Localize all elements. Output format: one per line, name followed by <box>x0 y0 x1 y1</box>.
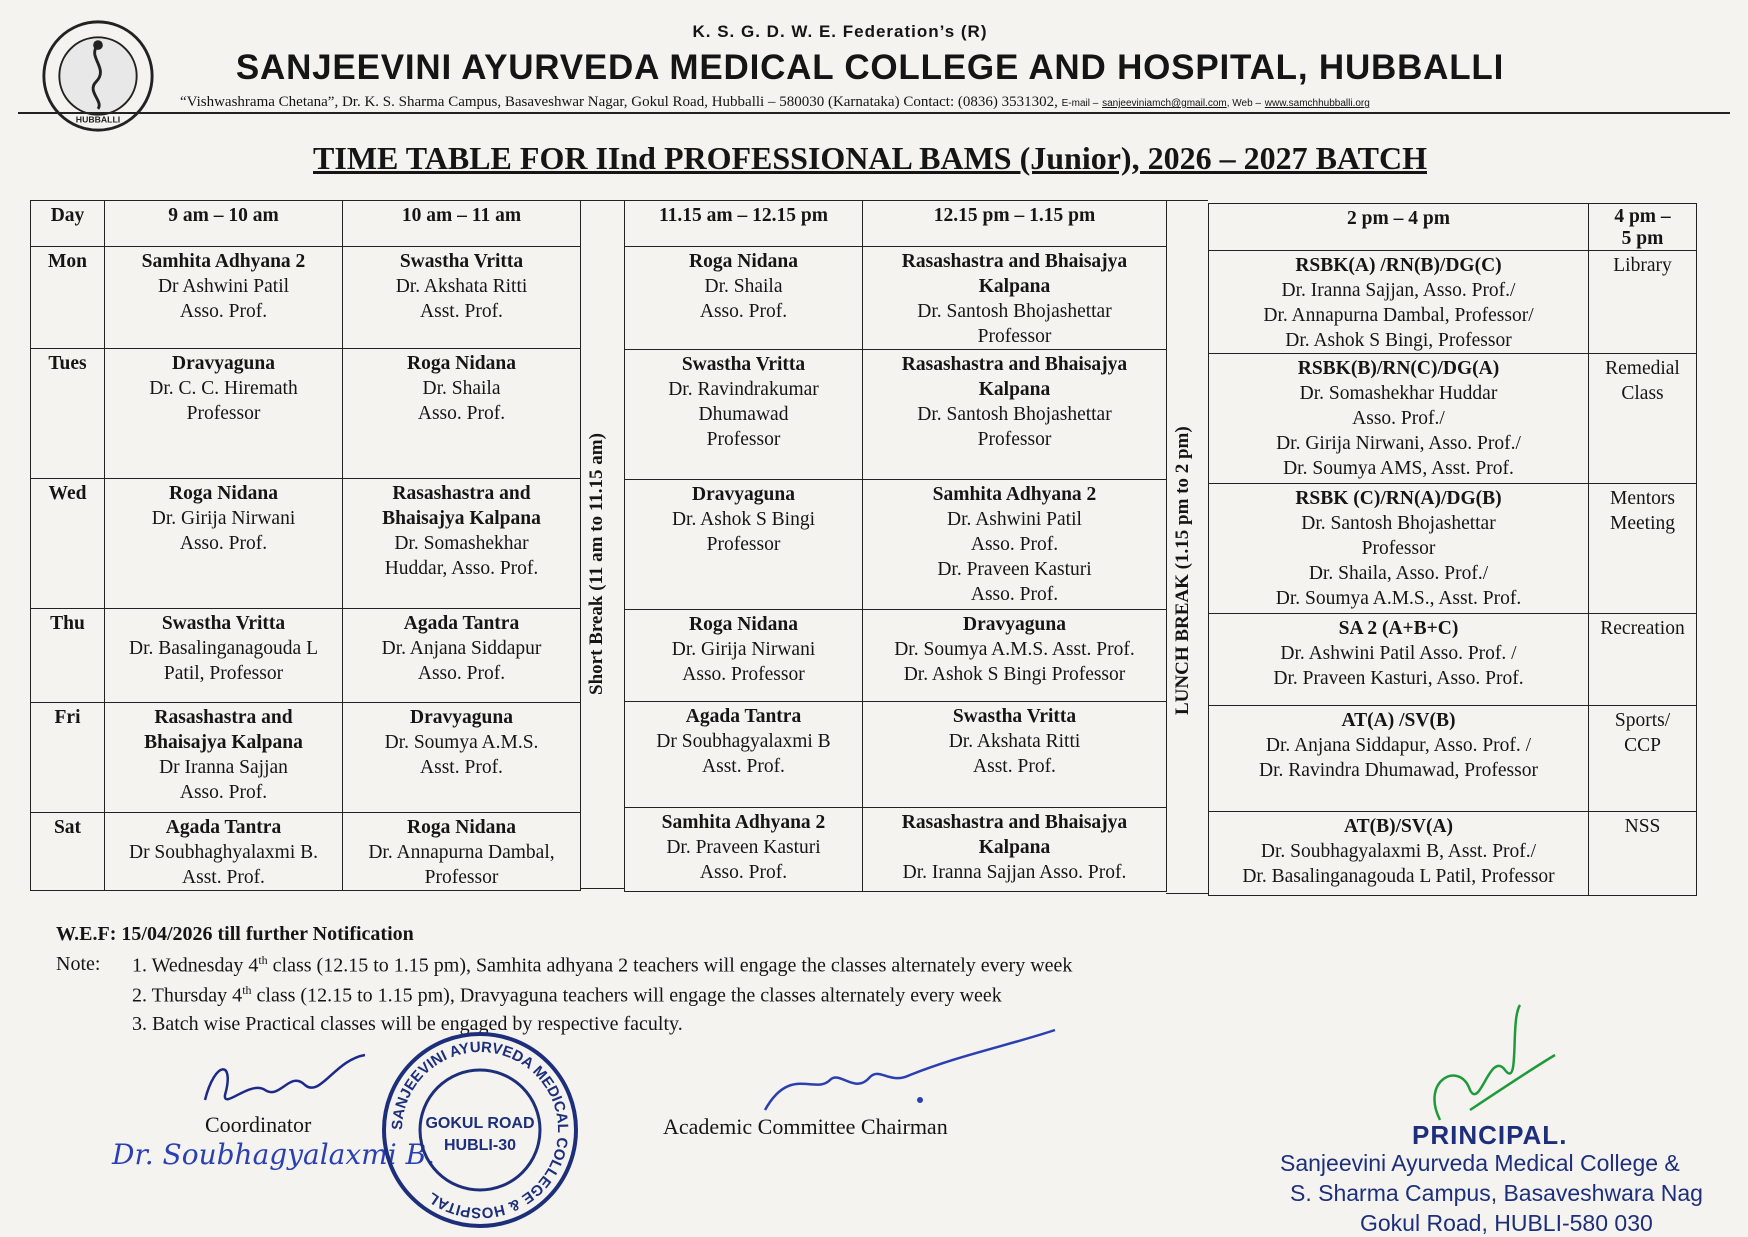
cell-wed-1115am-line: Dravyaguna <box>692 484 795 505</box>
timetable-midday-block <box>624 200 1167 892</box>
cell-mon-1115am-line: Asso. Prof. <box>699 301 788 322</box>
cell-sat-1215pm <box>863 808 1167 892</box>
cell-mon-1215pm-line: Kalpana <box>978 276 1051 297</box>
cell-sat-1215pm-line: Dr. Iranna Sajjan Asso. Prof. <box>902 862 1127 883</box>
cell-sat-9am-line: Agada Tantra <box>165 817 282 838</box>
cell-fri-1115am-line: Dr Soubhagyalaxmi B <box>656 731 831 752</box>
note-2 <box>132 983 1002 1008</box>
principal-stamp-line1: Sanjeevini Ayurveda Medical College & <box>1280 1150 1680 1176</box>
cell-sat-1215pm-line: Kalpana <box>978 837 1051 858</box>
cell-wed-1215pm-line: Dr. Praveen Kasturi <box>937 559 1092 580</box>
cell-wed-9am-line: Asso. Prof. <box>179 533 268 554</box>
logo-text: HUBBALLI <box>75 114 121 125</box>
cell-fri-10am <box>343 703 581 813</box>
cell-thu-10am-line: Dr. Anjana Siddapur <box>381 638 542 659</box>
seal-ring-text: SANJEEVINI AYURVEDA MEDICAL COLLEGE & HOSPITAL <box>388 1038 572 1222</box>
table-row <box>1209 706 1697 812</box>
cell-wed-1215pm-line: Asso. Prof. <box>970 534 1059 555</box>
cell-thu-1215pm-line: Dr. Soumya A.M.S. Asst. Prof. <box>894 639 1135 660</box>
cell-sat-4pm-line: NSS <box>1624 816 1661 837</box>
cell-thu-1115am-line: Asso. Professor <box>682 664 805 685</box>
cell-tues-10am <box>343 349 581 479</box>
address-text: “Vishwashrama Chetana”, Dr. K. S. Sharma Campus, Basaveshwar Nagar, Gokul Road, Hubballi – 580030 (Karnataka) Contact: (0836) 3531302, <box>180 94 1058 110</box>
day-cell-thu: Thu <box>31 609 105 703</box>
cell-fri-1215pm-line: Dr. Akshata Ritti <box>948 731 1081 752</box>
federation-name: K. S. G. D. W. E. Federation’s (R) <box>692 22 988 41</box>
col-header-1215pm: 12.15 pm – 1.15 pm <box>863 201 1167 247</box>
day-cell-wed: Wed <box>31 479 105 609</box>
cell-sat-9am <box>105 813 343 891</box>
coordinator-title: Coordinator <box>205 1112 312 1137</box>
cell-mon-9am-line: Dr Ashwini Patil <box>157 276 290 297</box>
cell-sat-4pm <box>1589 812 1697 896</box>
cell-tues-1215pm <box>863 350 1167 480</box>
col-header-10am: 10 am – 11 am <box>343 201 581 247</box>
cell-mon-9am <box>105 247 343 349</box>
cell-fri-9am-line: Rasashastra and <box>154 707 293 728</box>
cell-wed-2pm-line: Professor <box>1361 538 1436 559</box>
cell-fri-10am-line: Dravyaguna <box>410 707 513 728</box>
cell-wed-10am-line: Huddar, Asso. Prof. <box>384 558 539 579</box>
cell-tues-1115am <box>625 350 863 480</box>
seal-center-line1: GOKUL ROAD <box>425 1115 535 1132</box>
cell-mon-2pm-line: Dr. Iranna Sajjan, Asso. Prof./ <box>1281 280 1516 301</box>
table-row <box>625 610 1167 702</box>
cell-mon-1215pm-line: Rasashastra and Bhaisajya <box>901 251 1128 272</box>
cell-fri-10am-line: Dr. Soumya A.M.S. <box>384 732 539 753</box>
college-logo <box>40 18 156 134</box>
cell-wed-10am <box>343 479 581 609</box>
cell-sat-10am-line: Roga Nidana <box>407 817 516 838</box>
cell-mon-1215pm-line: Professor <box>977 326 1052 347</box>
cell-sat-2pm-line: AT(B)/SV(A) <box>1343 816 1454 837</box>
principal-stamp-line2: S. Sharma Campus, Basaveshwara Nag <box>1290 1180 1703 1206</box>
cell-tues-2pm-line: Dr. Soumya AMS, Asst. Prof. <box>1283 458 1514 479</box>
cell-wed-10am-line: Bhaisajya Kalpana <box>382 508 541 529</box>
cell-tues-2pm-line: Asso. Prof./ <box>1352 408 1445 429</box>
cell-fri-1215pm <box>863 702 1167 808</box>
cell-mon-2pm-line: Dr. Ashok S Bingi, Professor <box>1285 330 1512 351</box>
cell-tues-9am <box>105 349 343 479</box>
cell-sat-2pm <box>1209 812 1589 896</box>
cell-mon-4pm-line: Library <box>1613 255 1672 276</box>
cell-wed-1215pm-line: Samhita Adhyana 2 <box>932 484 1097 505</box>
table-row <box>625 702 1167 808</box>
principal-title: PRINCIPAL. <box>1412 1120 1568 1150</box>
cell-thu-1215pm <box>863 610 1167 702</box>
web-label: , Web – <box>1226 98 1262 109</box>
cell-sat-1115am-line: Samhita Adhyana 2 <box>661 812 826 833</box>
chairman-title: Academic Committee Chairman <box>663 1114 948 1139</box>
cell-tues-2pm-line: Dr. Somashekhar Huddar <box>1299 383 1498 404</box>
cell-mon-1115am-line: Roga Nidana <box>689 251 798 272</box>
cell-tues-9am-line: Professor <box>186 403 261 424</box>
cell-sat-10am-line: Professor <box>424 867 499 888</box>
col-header-4pm <box>1589 204 1697 251</box>
coordinator-signature <box>195 1040 375 1120</box>
lunch-break-label: LUNCH BREAK (1.15 pm to 2 pm) <box>1172 426 1193 715</box>
cell-thu-1115am-line: Roga Nidana <box>689 614 798 635</box>
cell-wed-1215pm-line: Asso. Prof. <box>970 584 1059 605</box>
cell-sat-9am-line: Asst. Prof. <box>182 867 265 888</box>
cell-mon-1115am-line: Dr. Shaila <box>704 276 783 297</box>
cell-thu-10am-line: Asso. Prof. <box>417 663 506 684</box>
cell-thu-1215pm-line: Dravyaguna <box>963 614 1066 635</box>
table-row <box>1209 251 1697 354</box>
cell-tues-1215pm-line: Dr. Santosh Bhojashettar <box>917 404 1112 425</box>
col-header-2pm: 2 pm – 4 pm <box>1209 204 1589 251</box>
cell-wed-1115am-line: Professor <box>706 534 781 555</box>
col-header-1115am: 11.15 am – 12.15 pm <box>625 201 863 247</box>
cell-tues-1215pm-line: Professor <box>977 429 1052 450</box>
cell-mon-10am-line: Dr. Akshata Ritti <box>395 276 528 297</box>
cell-thu-2pm-line: Dr. Praveen Kasturi, Asso. Prof. <box>1273 668 1524 689</box>
note-1-post: class (12.15 to 1.15 pm), Samhita adhyana 2 teachers will engage the classes alternately every week <box>267 954 1073 977</box>
cell-mon-9am-line: Asso. Prof. <box>179 301 268 322</box>
principal-stamp-line3: Gokul Road, HUBLI-580 030 <box>1360 1210 1653 1236</box>
cell-tues-9am-line: Dr. C. C. Hiremath <box>149 378 298 399</box>
cell-sat-1115am-line: Asso. Prof. <box>699 862 788 883</box>
cell-thu-1115am <box>625 610 863 702</box>
cell-thu-1215pm-line: Dr. Ashok S Bingi Professor <box>903 664 1126 685</box>
table-row <box>1209 484 1697 614</box>
timetable-morning-block <box>30 200 581 891</box>
cell-tues-10am-line: Asso. Prof. <box>417 403 506 424</box>
cell-tues-2pm-line: Dr. Girija Nirwani, Asso. Prof./ <box>1276 433 1521 454</box>
cell-sat-1215pm-line: Rasashastra and Bhaisajya <box>901 812 1128 833</box>
cell-mon-4pm <box>1589 251 1697 354</box>
cell-mon-1215pm <box>863 247 1167 350</box>
note-2-sup: th <box>242 983 252 997</box>
cell-tues-1115am-line: Dhumawad <box>698 404 789 425</box>
cell-fri-4pm <box>1589 706 1697 812</box>
college-seal <box>380 1030 580 1230</box>
cell-tues-1115am-line: Dr. Ravindrakumar <box>668 379 819 400</box>
cell-mon-9am-line: Samhita Adhyana 2 <box>141 251 306 272</box>
cell-fri-10am-line: Asst. Prof. <box>420 757 503 778</box>
cell-mon-10am-line: Asst. Prof. <box>420 301 503 322</box>
day-cell-tues: Tues <box>31 349 105 479</box>
table-row <box>31 349 581 479</box>
cell-tues-2pm-line: RSBK(B)/RN(C)/DG(A) <box>1297 358 1500 379</box>
table-row <box>1209 354 1697 484</box>
note-1-pre: 1. Wednesday 4 <box>132 954 259 977</box>
table-row <box>625 808 1167 892</box>
cell-thu-10am-line: Agada Tantra <box>403 613 520 634</box>
cell-wed-9am-line: Dr. Girija Nirwani <box>151 508 296 529</box>
cell-fri-9am <box>105 703 343 813</box>
col-header-4pm-line2: 5 pm <box>1621 228 1664 249</box>
cell-wed-4pm-line: Mentors <box>1610 488 1675 509</box>
cell-mon-2pm-line: Dr. Annapurna Dambal, Professor/ <box>1263 305 1534 326</box>
cell-thu-9am-line: Swastha Vritta <box>161 613 286 634</box>
cell-sat-1115am <box>625 808 863 892</box>
cell-mon-10am-line: Swastha Vritta <box>399 251 524 272</box>
table-row <box>1209 614 1697 706</box>
cell-wed-10am-line: Rasashastra and <box>392 483 531 504</box>
cell-fri-1115am <box>625 702 863 808</box>
table-row <box>31 609 581 703</box>
cell-sat-1115am-line: Dr. Praveen Kasturi <box>666 837 821 858</box>
cell-wed-4pm-line: Meeting <box>1610 513 1675 534</box>
cell-fri-2pm <box>1209 706 1589 812</box>
cell-fri-9am-line: Bhaisajya Kalpana <box>144 732 303 753</box>
day-cell-sat: Sat <box>31 813 105 891</box>
cell-thu-9am-line: Dr. Basalinganagouda L <box>129 638 318 659</box>
col-header-day: Day <box>31 201 105 247</box>
table-row <box>31 479 581 609</box>
cell-fri-1115am-line: Agada Tantra <box>685 706 802 727</box>
cell-thu-9am-line: Patil, Professor <box>163 663 284 684</box>
cell-thu-2pm-line: Dr. Ashwini Patil Asso. Prof. / <box>1280 643 1517 664</box>
cell-sat-9am-line: Dr Soubhaghyalaxmi B. <box>128 842 319 863</box>
cell-wed-2pm-line: Dr. Santosh Bhojashettar <box>1301 513 1496 534</box>
note-label: Note: <box>56 953 101 975</box>
email-link[interactable]: sanjeeviniamch@gmail.com <box>1102 98 1227 109</box>
cell-tues-1115am-line: Professor <box>706 429 781 450</box>
cell-fri-4pm-line: Sports/ <box>1614 710 1671 731</box>
col-header-9am: 9 am – 10 am <box>105 201 343 247</box>
cell-wed-1215pm <box>863 480 1167 610</box>
cell-fri-1215pm-line: Asst. Prof. <box>973 756 1056 777</box>
coordinator-name: Dr. Soubhagyalaxmi B. <box>112 1138 436 1171</box>
cell-fri-2pm-line: AT(A) /SV(B) <box>1341 710 1456 731</box>
cell-thu-4pm <box>1589 614 1697 706</box>
timetable-title: TIME TABLE FOR IInd PROFESSIONAL BAMS (Junior), 2026 – 2027 BATCH <box>313 140 1427 176</box>
cell-sat-2pm-line: Dr. Basalinganagouda L Patil, Professor <box>1242 866 1555 887</box>
email-label: E-mail – <box>1061 98 1099 109</box>
cell-tues-9am-line: Dravyaguna <box>172 353 275 374</box>
cell-tues-4pm <box>1589 354 1697 484</box>
cell-mon-1115am <box>625 247 863 350</box>
note-1 <box>132 953 1072 978</box>
cell-thu-9am <box>105 609 343 703</box>
col-header-4pm-line1: 4 pm – <box>1614 206 1671 227</box>
table-row <box>625 480 1167 610</box>
cell-thu-1115am-line: Dr. Girija Nirwani <box>671 639 816 660</box>
cell-fri-2pm-line: Dr. Ravindra Dhumawad, Professor <box>1259 760 1538 781</box>
cell-wed-2pm <box>1209 484 1589 614</box>
cell-mon-2pm <box>1209 251 1589 354</box>
cell-fri-9am-line: Asso. Prof. <box>179 782 268 803</box>
table-row <box>1209 812 1697 896</box>
seal-center-line2: HUBLI-30 <box>443 1137 517 1154</box>
cell-thu-2pm <box>1209 614 1589 706</box>
cell-wed-2pm-line: Dr. Soumya A.M.S., Asst. Prof. <box>1275 588 1522 609</box>
note-1-sup: th <box>258 953 268 967</box>
table-row <box>625 350 1167 480</box>
note-3: 3. Batch wise Practical classes will be engaged by respective faculty. <box>132 1013 683 1035</box>
day-cell-fri: Fri <box>31 703 105 813</box>
cell-tues-4pm-line: Class <box>1621 383 1664 404</box>
day-cell-mon: Mon <box>31 247 105 349</box>
header-divider <box>18 112 1730 114</box>
cell-fri-1115am-line: Asst. Prof. <box>702 756 785 777</box>
cell-mon-2pm-line: RSBK(A) /RN(B)/DG(C) <box>1295 255 1502 276</box>
cell-tues-4pm-line: Remedial <box>1605 358 1680 379</box>
cell-tues-1215pm-line: Kalpana <box>978 379 1051 400</box>
principal-signature <box>1410 1000 1560 1130</box>
web-link[interactable]: www.samchhubballi.org <box>1264 98 1370 109</box>
cell-tues-10am-line: Dr. Shaila <box>422 378 501 399</box>
chairman-signature <box>760 1025 1060 1125</box>
table-row <box>31 813 581 891</box>
cell-fri-1215pm-line: Swastha Vritta <box>952 706 1077 727</box>
cell-fri-4pm-line: CCP <box>1624 735 1661 756</box>
table-row <box>625 247 1167 350</box>
timetable-afternoon-block <box>1208 203 1697 896</box>
cell-thu-4pm-line: Recreation <box>1600 618 1685 639</box>
cell-sat-10am-line: Dr. Annapurna Dambal, <box>368 842 555 863</box>
cell-sat-2pm-line: Dr. Soubhagyalaxmi B, Asst. Prof./ <box>1260 841 1537 862</box>
cell-wed-1215pm-line: Dr. Ashwini Patil <box>947 509 1082 530</box>
college-name: SANJEEVINI AYURVEDA MEDICAL COLLEGE AND HOSPITAL, HUBBALLI <box>235 48 1505 87</box>
table-row <box>31 247 581 349</box>
cell-wed-4pm <box>1589 484 1697 614</box>
cell-mon-10am <box>343 247 581 349</box>
cell-wed-2pm-line: RSBK (C)/RN(A)/DG(B) <box>1295 488 1502 509</box>
cell-wed-1115am <box>625 480 863 610</box>
wef-date: W.E.F: 15/04/2026 till further Notification <box>56 923 414 945</box>
cell-mon-1215pm-line: Dr. Santosh Bhojashettar <box>917 301 1112 322</box>
cell-wed-9am <box>105 479 343 609</box>
cell-thu-2pm-line: SA 2 (A+B+C) <box>1338 618 1459 639</box>
cell-tues-1215pm-line: Rasashastra and Bhaisajya <box>901 354 1128 375</box>
cell-fri-2pm-line: Dr. Anjana Siddapur, Asso. Prof. / <box>1265 735 1532 756</box>
cell-sat-10am <box>343 813 581 891</box>
cell-tues-10am-line: Roga Nidana <box>407 353 516 374</box>
cell-thu-10am <box>343 609 581 703</box>
table-row <box>31 703 581 813</box>
note-2-pre: 2. Thursday 4 <box>132 984 243 1007</box>
cell-wed-1115am-line: Dr. Ashok S Bingi <box>671 509 816 530</box>
note-2-post: class (12.15 to 1.15 pm), Dravyaguna teachers will engage the classes alternately every week <box>251 984 1002 1007</box>
cell-wed-2pm-line: Dr. Shaila, Asso. Prof./ <box>1308 563 1489 584</box>
cell-wed-9am-line: Roga Nidana <box>169 483 278 504</box>
cell-fri-9am-line: Dr Iranna Sajjan <box>159 757 288 778</box>
cell-tues-1115am-line: Swastha Vritta <box>681 354 806 375</box>
short-break-label: Short Break (11 am to 11.15 am) <box>586 433 607 695</box>
cell-wed-10am-line: Dr. Somashekhar <box>394 533 529 554</box>
address-line <box>180 94 1620 111</box>
cell-tues-2pm <box>1209 354 1589 484</box>
